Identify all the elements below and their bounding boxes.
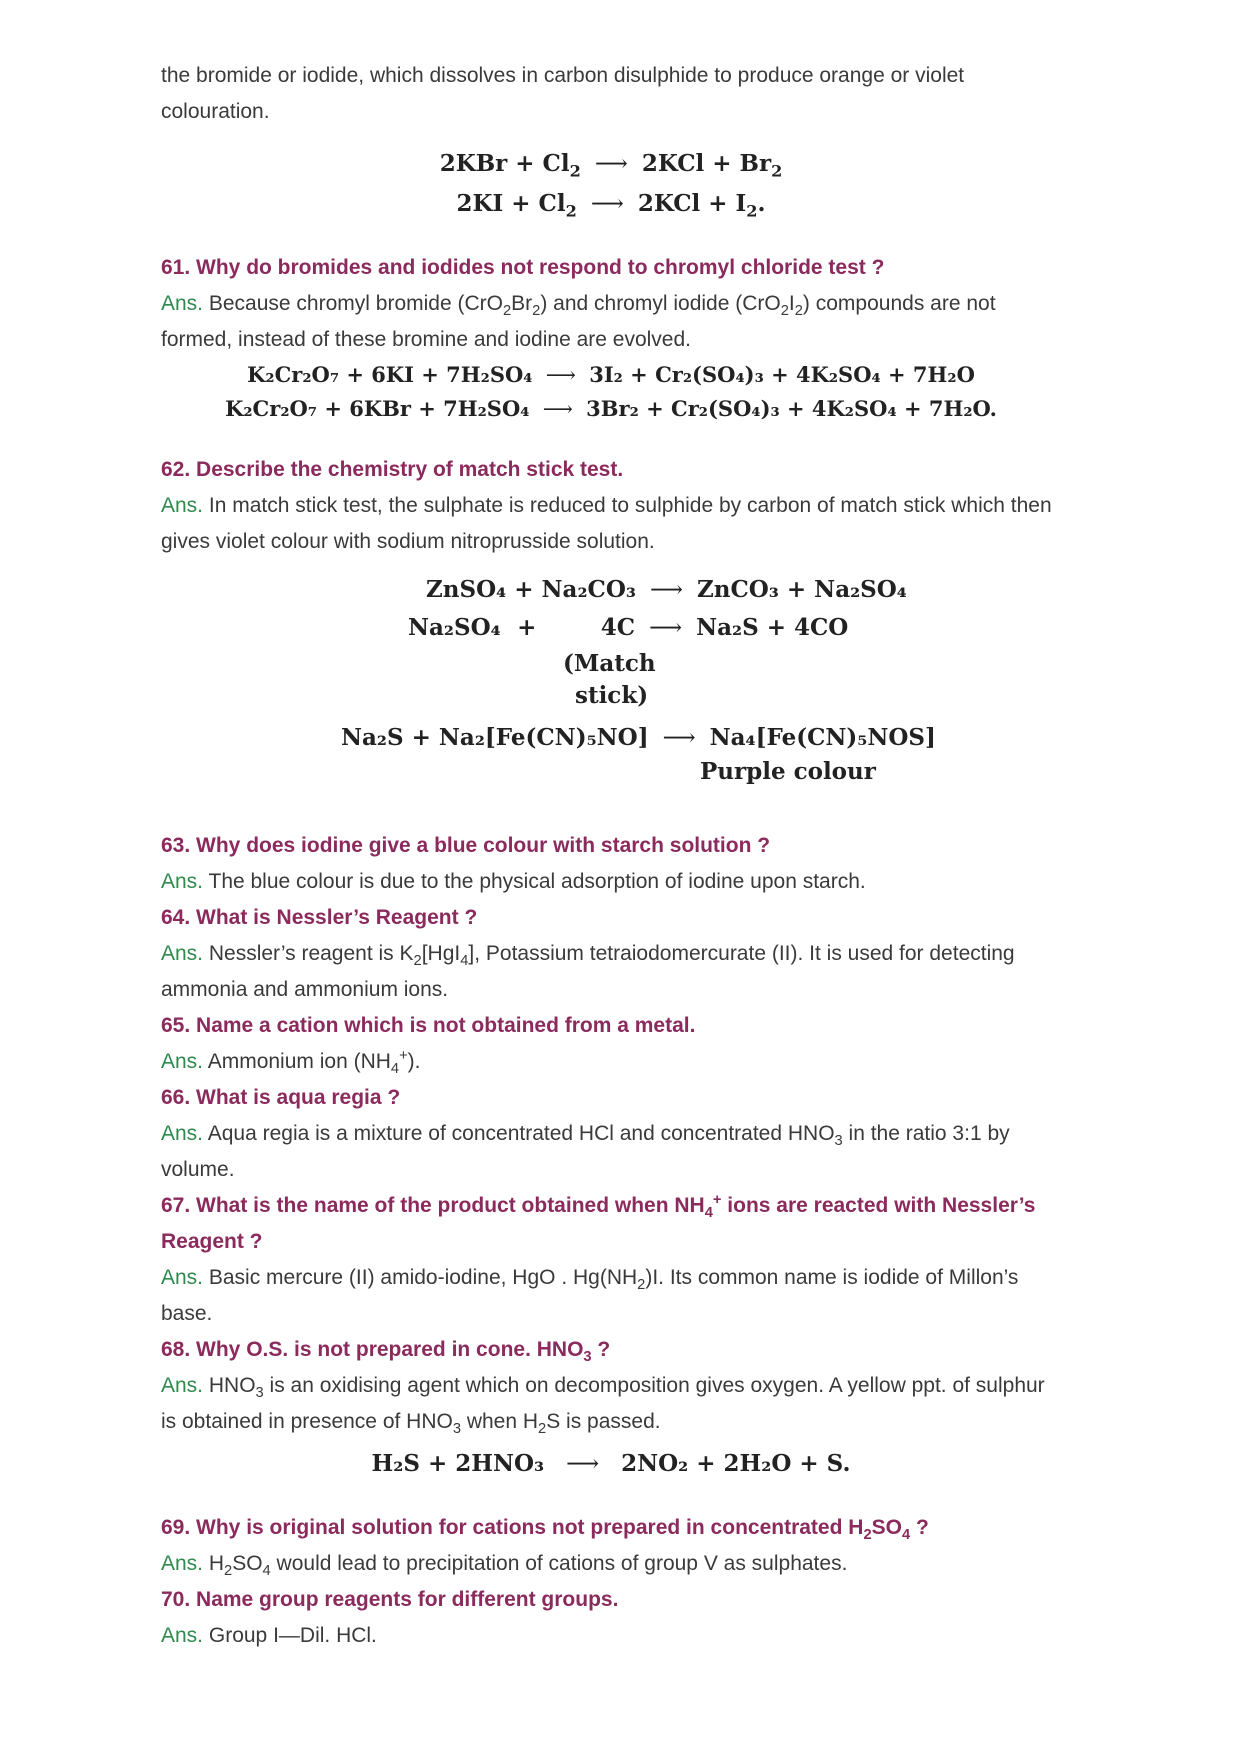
answer-69: Ans. $H_2SO_4$ would lead to precipitation of cations of group V as sulphates. <box>161 1552 848 1580</box>
question-61: 61. Why do bromides and iodides not respond to chromyl chloride test ? <box>161 256 885 279</box>
answer-66: Ans. Aqua regia is a mixture of concentrated HCl and concentrated $HNO_3$ in the ratio 3:1 by volume. <box>161 1122 1010 1181</box>
answer-62: Ans. In match stick test, the sulphate is reduced to sulphide by carbon of match stick which then gives violet colour with sodium nitroprusside solution. <box>161 494 1052 553</box>
reaction-arrow: ⟶ <box>590 191 624 217</box>
reaction-arrow: ⟶ <box>594 151 628 177</box>
question-63: 63. Why does iodine give a blue colour with starch solution ? <box>161 834 771 857</box>
equation-kbr: $2KBr + Cl_2$ ⟶ $2KCl + Br_2$ <box>161 144 1061 184</box>
question-67: 67. What is the name of the product obtained when $NH_4^+$ ions are reacted with Nessler’s Reagent ? <box>161 1192 1036 1253</box>
equation-ki: $2KI + Cl_2$ ⟶ $2KCl + I_2$. <box>161 184 1061 224</box>
answer-70: Ans. Group I—Dil. HCl. <box>161 1624 377 1647</box>
answer-61: Ans. Because chromyl bromide $(CrO_2Br_2)$ and chromyl iodide $(CrO_2I_2)$ compounds are not formed, instead of these bromine and iodine are evolved. <box>161 292 996 351</box>
equation-zinc-sulphate: ZnSO₄ + Na₂CO₃ ⟶ ZnCO₃ + Na₂SO₄ <box>426 576 907 603</box>
question-64: 64. What is Nessler’s Reagent ? <box>161 906 478 929</box>
question-69: 69. Why is original solution for cations not prepared in concentrated $H_2SO_4$ ? <box>161 1516 929 1544</box>
equation-block-61 <box>161 358 1061 426</box>
match-stick-note-2: stick) <box>575 682 649 709</box>
ans-label: Ans. <box>161 292 204 315</box>
answer-67: Ans. Basic mercure (II) amido-iodine, HgO . $Hg(NH_2)I$. Its common name is iodide of Millon’s base. <box>161 1266 1019 1325</box>
document-content <box>161 58 1061 1654</box>
question-66: 66. What is aqua regia ? <box>161 1086 401 1109</box>
question-65: 65. Name a cation which is not obtained from a metal. <box>161 1014 696 1037</box>
match-stick-note: (Match <box>563 650 656 677</box>
purple-colour-label: Purple colour <box>700 758 876 785</box>
equation-block-halide <box>161 144 1061 224</box>
equation-sodium-sulphate-carbon: Na₂SO₄ + 4C ⟶ Na₂S + 4CO <box>408 614 849 641</box>
equation-kbr-dichromate: K₂Cr₂O₇ + 6KBr + 7H₂SO₄ ⟶ 3Br₂ + Cr₂(SO₄)₃ + 4K₂SO₄ + 7H₂O. <box>225 396 997 421</box>
question-68: 68. Why O.S. is not prepared in cone. $HNO_3$ ? <box>161 1338 611 1366</box>
intro-paragraph: the bromide or iodide, which dissolves in carbon disulphide to produce orange or violet colouration. <box>161 64 965 123</box>
answer-63: Ans. The blue colour is due to the physical adsorption of iodine upon starch. <box>161 870 866 893</box>
question-70: 70. Name group reagents for different groups. <box>161 1588 619 1611</box>
equation-ki-dichromate: K₂Cr₂O₇ + 6KI + 7H₂SO₄ ⟶ 3I₂ + Cr₂(SO₄)₃ + 4K₂SO₄ + 7H₂O <box>247 362 975 387</box>
question-62: 62. Describe the chemistry of match stick test. <box>161 458 624 481</box>
equation-block-68 <box>161 1444 1061 1484</box>
answer-65: Ans. Ammonium ion $(NH_4^+)$. <box>161 1048 421 1078</box>
equation-block-62 <box>161 570 1061 802</box>
equation-h2s-nitric: H₂S + 2HNO₃ ⟶ 2NO₂ + 2H₂O + S. <box>371 1450 851 1477</box>
equation-nitroprusside: Na₂S + Na₂[Fe(CN)₅NO] ⟶ Na₄[Fe(CN)₅NOS] <box>341 724 936 751</box>
answer-64: Ans. Nessler’s reagent is $K_2[HgI_4]$, Potassium tetraiodomercurate (II). It is used for detecting ammonia and ammonium ions. <box>161 942 1015 1001</box>
answer-68: Ans. $HNO_3$ is an oxidising agent which on decomposition gives oxygen. A yellow ppt. of sulphur is obtained in presence of $HNO_3$ when $H_2S$ is passed. <box>161 1374 1045 1438</box>
